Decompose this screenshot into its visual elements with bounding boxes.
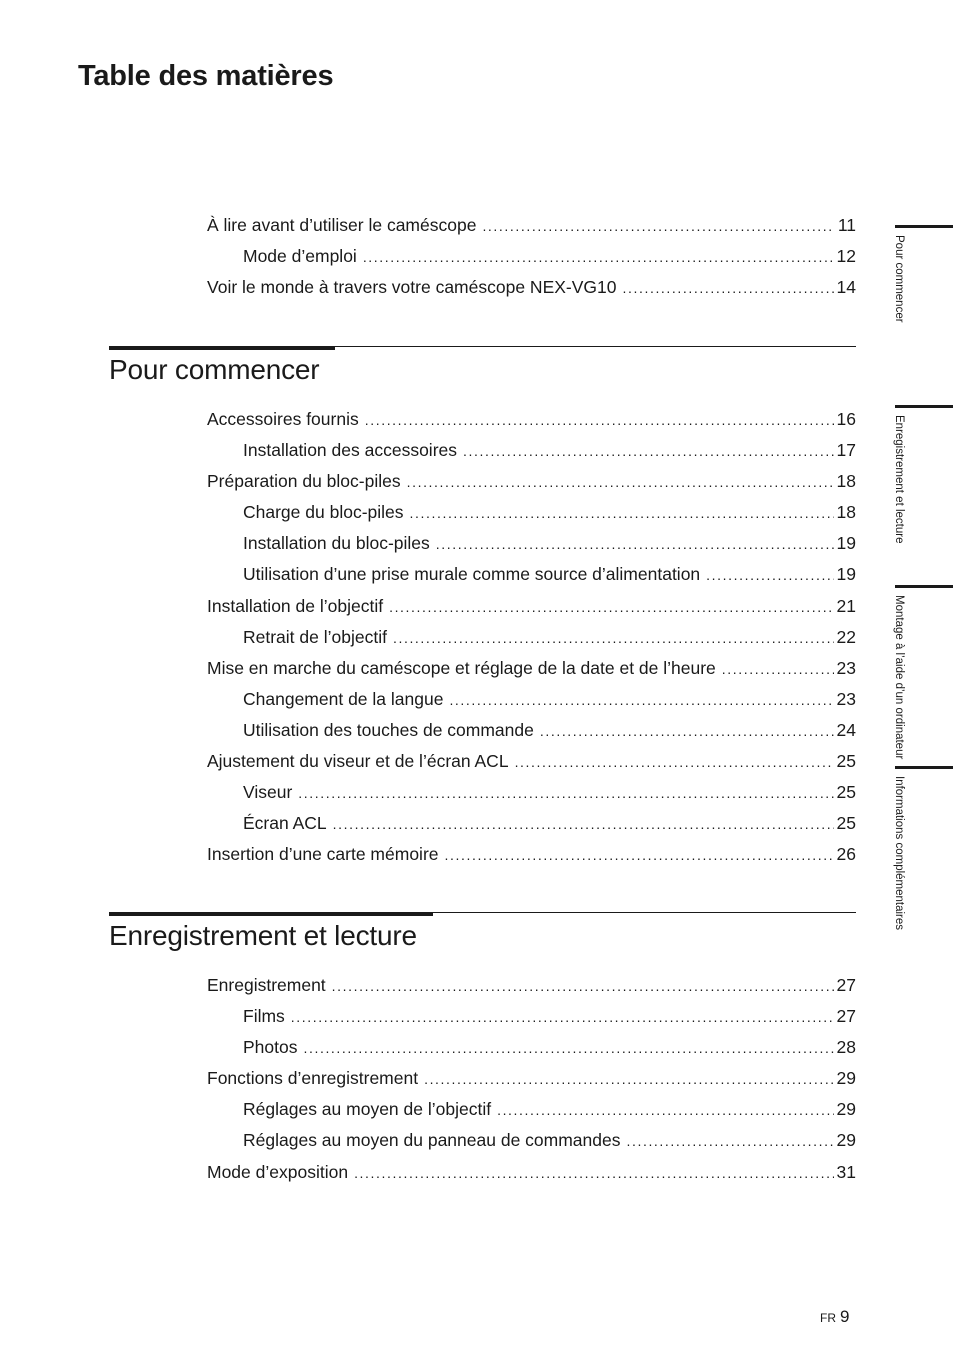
toc-dot-leader [722,661,834,677]
toc-entry[interactable] [207,1099,856,1130]
toc-entry-page: 25 [836,813,856,834]
toc-entry-page: 23 [836,657,856,678]
toc-entry[interactable] [207,277,856,308]
toc-entry-page: 12 [836,246,856,267]
toc-entry-page: 29 [836,1130,856,1151]
toc-entry-page: 23 [836,688,856,709]
side-tab-label: Pour commencer [893,235,905,323]
side-tab-pour-commencer[interactable] [895,225,953,395]
side-tab-label: Montage à l’aide d’un ordinateur [893,595,905,760]
section-rule [109,346,856,351]
toc-section-list-enregistrement-et-lecture [207,975,856,1193]
toc-dot-leader [482,218,834,234]
toc-dot-leader [389,599,833,615]
toc-entry[interactable] [207,782,856,813]
toc-entry-page: 14 [836,277,856,298]
toc-dot-leader [407,474,834,490]
side-tab-bar [895,766,953,769]
toc-entry[interactable] [207,1006,856,1037]
toc-entry-title: Utilisation des touches de commande [243,719,534,740]
toc-entry[interactable] [207,564,856,595]
toc-entry[interactable] [207,596,856,627]
toc-entry-page: 29 [836,1099,856,1120]
toc-dot-leader [463,443,834,459]
toc-entry[interactable] [207,1068,856,1099]
toc-dot-leader [363,249,834,265]
toc-entry-page: 21 [836,595,856,616]
toc-entry-title: Enregistrement [207,975,326,995]
side-tab-bar [895,225,953,228]
toc-dot-leader [393,630,834,646]
toc-dot-leader [333,816,834,832]
toc-intro-list [207,215,856,308]
toc-entry[interactable] [207,502,856,533]
toc-entry[interactable] [207,533,856,564]
footer-page-number: 9 [840,1307,850,1326]
toc-entry-page: 18 [836,471,856,492]
toc-dot-leader [291,1009,834,1025]
toc-entry-title: Préparation du bloc-piles [207,471,401,492]
toc-section-list-pour-commencer [207,409,856,875]
toc-dot-leader [497,1102,833,1118]
toc-dot-leader [436,536,834,552]
side-tab-enregistrement-et-lecture[interactable] [895,405,953,575]
toc-dot-leader [706,567,833,583]
toc-entry-title: Viseur [243,782,293,803]
toc-entry-page: 28 [836,1037,856,1058]
page-title: Table des matières [78,60,334,92]
toc-entry-page: 17 [836,440,856,461]
toc-entry-title: Ajustement du viseur et de l’écran ACL [207,751,509,772]
toc-dot-leader [623,280,834,296]
toc-entry-page: 18 [836,502,856,523]
toc-entry-title: Mise en marche du caméscope et réglage de la date et de l’heure [207,657,716,678]
toc-entry[interactable] [207,658,856,689]
toc-entry-title: Réglages au moyen de l’objectif [243,1099,492,1120]
toc-dot-leader [303,1040,833,1056]
side-tab-informations-complementaires[interactable] [895,766,953,966]
toc-entry-title: Mode d’exposition [207,1161,349,1182]
toc-entry-page: 26 [836,844,856,865]
page-footer [820,1307,849,1327]
toc-entry-page: 16 [836,409,856,429]
toc-entry-title: Accessoires fournis [207,409,359,429]
toc-dot-leader [410,505,834,521]
toc-dot-leader [332,978,834,994]
toc-dot-leader [515,754,834,770]
toc-entry-page: 19 [836,564,856,585]
toc-entry-page: 27 [836,975,856,995]
toc-dot-leader [354,1165,833,1181]
toc-entry-title: Réglages au moyen du panneau de commandes [243,1130,621,1151]
toc-entry-page: 22 [836,626,856,647]
side-tab-label: Informations complémentaires [893,776,905,931]
toc-entry[interactable] [207,1162,856,1193]
toc-entry[interactable] [207,440,856,471]
toc-entry[interactable] [207,813,856,844]
side-tab-bar [895,585,953,588]
section-title: Enregistrement et lecture [109,920,417,951]
toc-entry[interactable] [207,409,856,440]
section-title: Pour commencer [109,354,320,385]
toc-dot-leader [449,692,833,708]
side-tab-label: Enregistrement et lecture [893,415,905,544]
toc-entry[interactable] [207,975,856,1006]
section-header-pour-commencer [109,346,856,386]
toc-entry-title: Films [243,1006,285,1027]
toc-entry-title: Charge du bloc-piles [243,502,404,523]
toc-dot-leader [540,723,834,739]
toc-entry[interactable] [207,689,856,720]
toc-entry-title: Utilisation d’une prise murale comme source d’alimentation [243,564,701,585]
toc-entry[interactable] [207,627,856,658]
toc-entry-page: 29 [836,1068,856,1089]
toc-entry-title: Installation du bloc-piles [243,533,430,554]
toc-entry-page: 27 [836,1006,856,1027]
toc-entry-page: 25 [836,751,856,772]
toc-entry-title: Écran ACL [243,813,327,834]
toc-entry-title: Installation des accessoires [243,440,457,461]
toc-entry[interactable] [207,215,856,246]
toc-dot-leader [424,1071,833,1087]
toc-entry-page: 25 [836,782,856,803]
toc-entry-title: Photos [243,1037,298,1058]
side-tab-montage-ordinateur[interactable] [893,585,953,760]
toc-entry[interactable] [207,720,856,751]
section-rule [109,912,856,917]
toc-entry[interactable] [207,844,856,875]
toc-dot-leader [626,1133,833,1149]
toc-entry[interactable] [207,1037,856,1068]
side-tab-bar [895,405,953,408]
toc-entry-title: Installation de l’objectif [207,595,384,616]
toc-entry[interactable] [207,751,856,782]
toc-entry-title: Mode d’emploi [243,246,357,267]
toc-entry-title: Changement de la langue [243,688,444,709]
toc-entry-title: Fonctions d’enregistrement [207,1068,419,1089]
toc-entry-title: Voir le monde à travers votre caméscope NEX-VG10 [207,277,617,298]
toc-dot-leader [445,847,834,863]
footer-language-code: FR [820,1311,836,1325]
toc-entry-page: 24 [836,719,856,740]
toc-entry-title: À lire avant d’utiliser le caméscope [207,215,477,235]
toc-entry-title: Retrait de l’objectif [243,626,387,647]
toc-entry-title: Insertion d’une carte mémoire [207,844,439,865]
toc-dot-leader [298,785,833,801]
section-header-enregistrement-et-lecture [109,912,856,952]
toc-entry-page: 11 [837,215,856,235]
toc-entry-page: 31 [836,1161,856,1182]
toc-dot-leader [365,412,834,428]
toc-entry[interactable] [207,1130,856,1161]
toc-entry-page: 19 [836,533,856,554]
toc-entry[interactable] [207,246,856,277]
toc-entry[interactable] [207,471,856,502]
